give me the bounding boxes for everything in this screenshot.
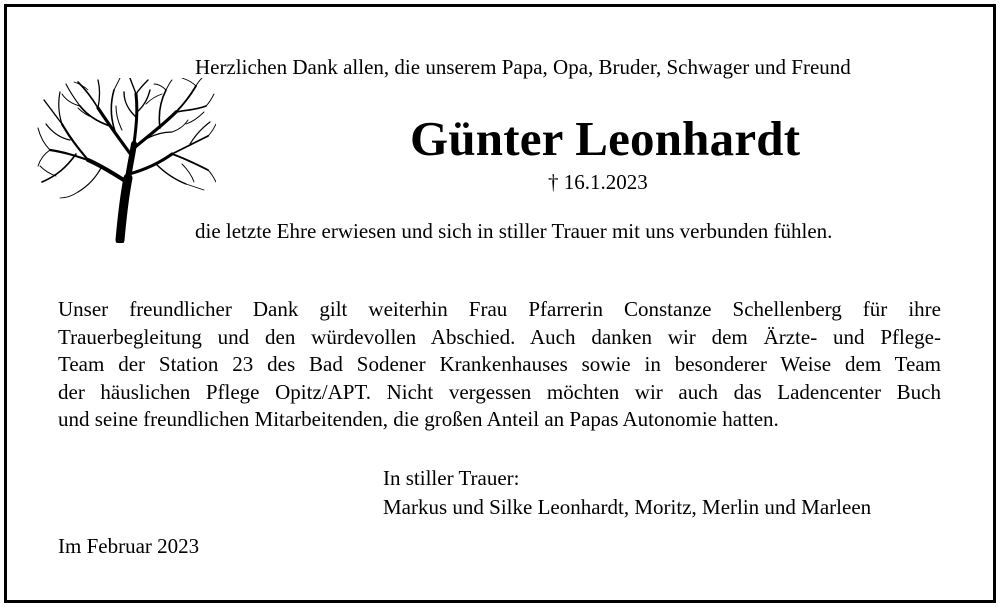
thanks-line: der häuslichen Pflege Opitz/APT. Nicht vergessen möchten wir auch das Ladencenter Buch (58, 379, 941, 404)
thanks-paragraph (58, 296, 941, 434)
continuation-text: die letzte Ehre erwiesen und sich in stiller Trauer mit uns verbunden fühlen. (195, 219, 833, 243)
bare-tree-icon (36, 78, 216, 243)
thanks-line: Team der Station 23 des Bad Sodener Krankenhauses sowie in besonderer Weise dem Team (58, 352, 941, 376)
deceased-name: Günter Leonhardt (410, 111, 801, 166)
thanks-line: Unser freundlicher Dank gilt weiterhin Frau Pfarrerin Constanze Schellenberg für ihre (58, 297, 941, 321)
death-date: † 16.1.2023 (548, 170, 648, 194)
mourners-names: Markus und Silke Leonhardt, Moritz, Merlin und Marleen (383, 495, 872, 519)
thanks-line: Trauerbegleitung und den würdevollen Abschied. Auch danken wir dem Ärzte- und Pflege- (58, 324, 941, 349)
mourning-label: In stiller Trauer: (383, 466, 520, 490)
intro-text: Herzlichen Dank allen, die unserem Papa, Opa, Bruder, Schwager und Freund (195, 55, 851, 79)
notice-date: Im Februar 2023 (58, 534, 200, 558)
thanks-line: und seine freundlichen Mitarbeitenden, die großen Anteil an Papas Autonomie hatten. (58, 407, 779, 431)
mourners-block (383, 464, 871, 522)
